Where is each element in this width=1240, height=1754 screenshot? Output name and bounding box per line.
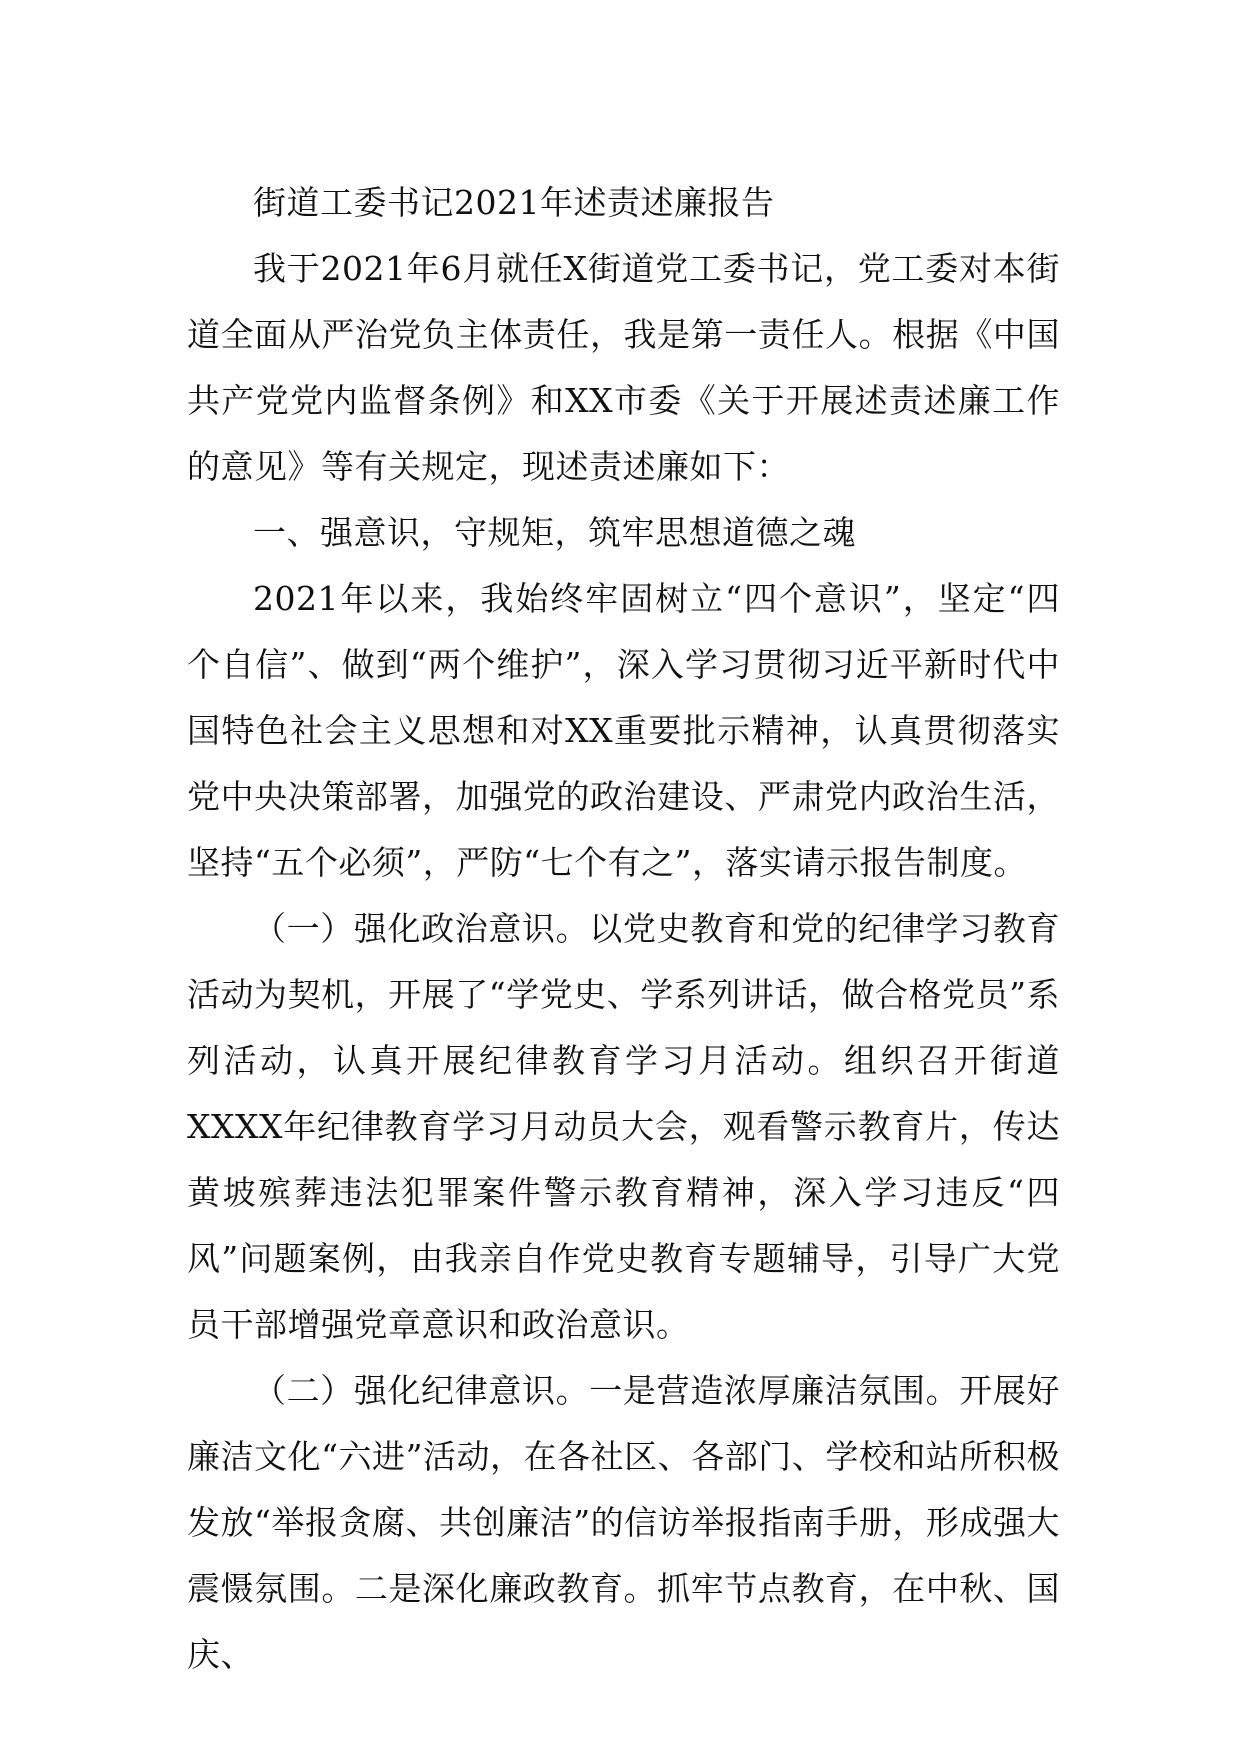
section-heading-1: 一、强意识，守规矩，筑牢思想道德之魂 bbox=[253, 513, 856, 552]
document-body bbox=[187, 170, 1060, 1688]
paragraph-subsection-2: （二）强化纪律意识。一是营造浓厚廉洁氛围。开展好廉洁文化“六进”活动，在各社区、各部门、学校和站所积极发放“举报贪腐、共创廉洁”的信访举报指南手册，形成强大震慑氛围。二是深化廉政教育。抓牢节点教育，在中秋、国庆、 bbox=[187, 1371, 1060, 1674]
paragraph-section-1: 2021年以来，我始终牢固树立“四个意识”，坚定“四个自信”、做到“两个维护”，深入学习贯彻习近平新时代中国特色社会主义思想和对XX重要批示精神，认真贯彻落实党中央决策部署，加强党的政治建设、严肃党内政治生活，坚持“五个必须”，严防“七个有之”，落实请示报告制度。 bbox=[187, 579, 1060, 882]
paragraph-intro: 我于2021年6月就任X街道党工委书记，党工委对本街道全面从严治党负主体责任，我是第一责任人。根据《中国共产党党内监督条例》和XX市委《关于开展述责述廉工作的意见》等有关规定，现述责述廉如下： bbox=[187, 249, 1060, 486]
paragraph-subsection-1: （一）强化政治意识。以党史教育和党的纪律学习教育活动为契机，开展了“学党史、学系列讲话，做合格党员”系列活动，认真开展纪律教育学习月活动。组织召开街道XXXX年纪律教育学习月动员大会，观看警示教育片，传达黄坡殡葬违法犯罪案件警示教育精神，深入学习违反“四风”问题案例，由我亲自作党史教育专题辅导，引导广大党员干部增强党章意识和政治意识。 bbox=[187, 909, 1060, 1344]
document-title: 街道工委书记2021年述责述廉报告 bbox=[253, 183, 775, 222]
